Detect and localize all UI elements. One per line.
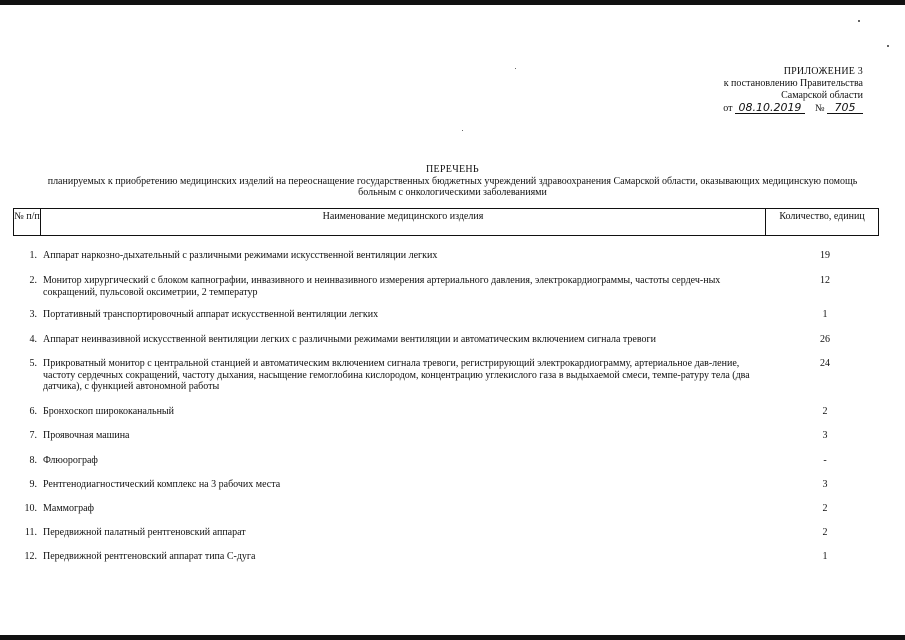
row-number: 11. — [24, 527, 37, 538]
row-name: Прикроватный монитор с центральной станцией и автоматическим включением сигнала тревоги, регистрирующий электрокардиограмму, артериальное дав-ление, частоту сердечных сокращений, частоту дыхания, насыщение гемоглобина кислородом, концентрацию углекислого газа в выдыхаемой смеси, темпе-ратуру тела (два датчика), с функцией автономной работы — [43, 358, 750, 392]
scan-edge-bottom — [0, 635, 905, 640]
row-quantity: 12 — [820, 275, 830, 286]
table-row — [13, 358, 879, 393]
appendix-title: ПРИЛОЖЕНИЕ 3 — [783, 66, 863, 77]
table-header — [13, 208, 879, 236]
row-name: Передвижной палатный рентгеновский аппарат — [43, 527, 246, 538]
row-number: 7. — [29, 430, 37, 441]
table-row — [13, 250, 879, 262]
row-number: 5. — [29, 358, 37, 369]
header-name: Наименование медицинского изделия — [41, 209, 766, 235]
row-quantity: 2 — [822, 527, 828, 538]
appendix-line-1: к постановлению Правительства — [723, 78, 863, 89]
table-row — [13, 455, 879, 467]
row-name: Маммограф — [43, 503, 95, 514]
row-quantity: 3 — [822, 479, 828, 490]
row-quantity: 1 — [822, 309, 828, 320]
row-number: 2. — [29, 275, 37, 286]
row-number: 4. — [29, 334, 37, 345]
table-row — [13, 551, 879, 563]
table-row — [13, 430, 879, 442]
row-name: Портативный транспортировочный аппарат искусственной вентиляции легких — [43, 309, 379, 320]
document-heading — [20, 164, 885, 199]
handwritten-date: 08.10.2019 — [735, 102, 805, 114]
table-row — [13, 527, 879, 539]
table-row — [13, 275, 879, 298]
scan-speck — [858, 20, 860, 22]
scan-speck — [515, 68, 516, 69]
row-quantity: 1 — [822, 551, 828, 562]
scan-speck — [887, 45, 889, 47]
appendix-block — [723, 66, 863, 115]
document-title: ПЕРЕЧЕНЬ — [426, 164, 479, 175]
from-label: от — [723, 103, 733, 114]
table-row — [13, 309, 879, 321]
row-name: Бронхоскоп ширококанальный — [43, 406, 175, 417]
row-quantity: 26 — [820, 334, 830, 345]
row-name: Аппарат наркозно-дыхательный с различными режимами искусственной вентиляции легких — [43, 250, 438, 261]
row-number: 9. — [29, 479, 37, 490]
row-name: Проявочная машина — [43, 430, 130, 441]
row-name: Флюорограф — [43, 455, 98, 466]
row-quantity: 2 — [822, 406, 828, 417]
row-number: 8. — [29, 455, 37, 466]
row-name: Аппарат неинвазивной искусственной вентиляции легких с различными режимами вентиляции и автоматическим включением сигнала тревоги — [43, 334, 656, 345]
header-quantity: Количество, единиц — [779, 211, 865, 222]
row-name: Передвижной рентгеновский аппарат типа С-дуга — [43, 551, 256, 562]
table-row — [13, 334, 879, 346]
row-number: 12. — [24, 551, 37, 562]
document-subtitle: планируемых к приобретению медицинских изделий на переоснащение государственных бюджетных учреждений здравоохранения Самарской области, оказывающих медицинскую помощь больным с онкологическими заболеваниями — [47, 175, 858, 198]
row-name: Монитор хирургический с блоком капнографии, инвазивного и неинвазивного измерения артериального давления, электрокардиограммы, частоты сердеч-ных сокращений, пульсовой оксиметрии, 2 температур — [43, 275, 721, 298]
row-quantity: 3 — [822, 430, 828, 441]
appendix-line-2: Самарской области — [781, 90, 863, 101]
header-number: № п/п — [14, 209, 41, 235]
row-number: 6. — [29, 406, 37, 417]
scan-edge-top — [0, 0, 905, 5]
row-number: 3. — [29, 309, 37, 320]
table-row — [13, 503, 879, 515]
row-quantity: 24 — [820, 358, 830, 369]
table-row — [13, 479, 879, 491]
row-name: Рентгенодиагностический комплекс на 3 рабочих места — [43, 479, 281, 490]
handwritten-number: 705 — [827, 102, 863, 114]
row-quantity: - — [823, 455, 827, 466]
table-row — [13, 406, 879, 418]
row-number: 1. — [29, 250, 37, 261]
row-quantity: 19 — [820, 250, 830, 261]
number-label: № — [814, 103, 825, 114]
row-number: 10. — [24, 503, 37, 514]
appendix-date-row — [723, 102, 863, 115]
row-quantity: 2 — [822, 503, 828, 514]
scan-speck — [462, 130, 463, 131]
